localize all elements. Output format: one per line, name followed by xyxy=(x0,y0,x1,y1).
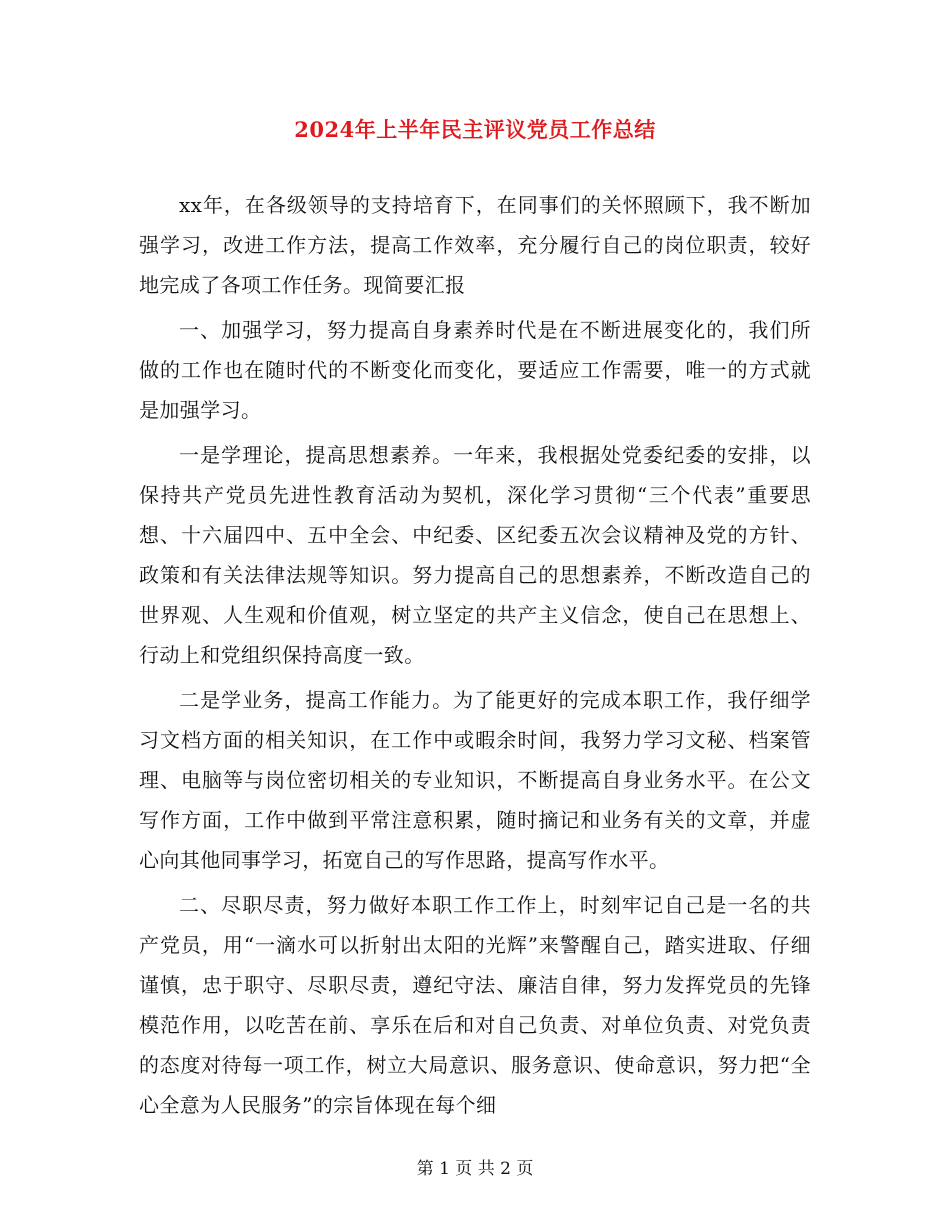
paragraph-business-study: 二是学业务，提高工作能力。为了能更好的完成本职工作，我仔细学习文档方面的相关知识，在工作中或暇余时间，我努力学习文秘、档案管理、电脑等与岗位密切相关的专业知识，不断提高自身业务水平。在公文写作方面，工作中做到平常注意积累，随时摘记和业务有关的文章，并虚心向其他同事学习，拓宽自己的写作思路，提高写作水平。 xyxy=(139,688,811,872)
paragraph-intro: xx年，在各级领导的支持培育下，在同事们的关怀照顾下，我不断加强学习，改进工作方法，提高工作效率，充分履行自己的岗位职责，较好地完成了各项工作任务。现简要汇报 xyxy=(139,193,811,297)
paragraph-theory-study: 一是学理论，提高思想素养。一年来，我根据处党委纪委的安排，以保持共产党员先进性教育活动为契机，深化学习贯彻“三个代表”重要思想、十六届四中、五中全会、中纪委、区纪委五次会议精神及党的方针、政策和有关法律法规等知识。努力提高自己的思想素养，不断改造自己的世界观、人生观和价值观，树立坚定的共产主义信念，使自己在思想上、行动上和党组织保持高度一致。 xyxy=(139,443,811,667)
paragraph-section-1: 一、加强学习，努力提高自身素养时代是在不断进展变化的，我们所做的工作也在随时代的不断变化而变化，要适应工作需要，唯一的方式就是加强学习。 xyxy=(139,318,811,422)
document-title: 2024年上半年民主评议党员工作总结 xyxy=(294,117,656,142)
document-body xyxy=(139,185,811,1130)
page-footer: 第 1 页 共 2 页 xyxy=(416,1159,534,1179)
paragraph-section-2: 二、尽职尽责，努力做好本职工作工作上，时刻牢记自己是一名的共产党员，用“一滴水可以折射出太阳的光辉”来警醒自己，踏实进取、仔细谨慎，忠于职守、尽职尽责，遵纪守法、廉洁自律，努力发挥党员的先锋模范作用，以吃苦在前、享乐在后和对自己负责、对单位负责、对党负责的态度对待每一项工作，树立大局意识、服务意识、使命意识，努力把“全心全意为人民服务”的宗旨体现在每个细 xyxy=(139,893,811,1117)
